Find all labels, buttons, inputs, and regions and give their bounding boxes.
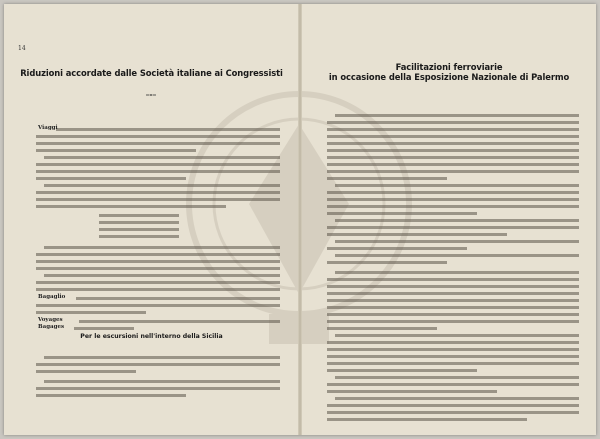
booklet-spread [4,4,596,435]
right-body-text [301,4,596,435]
section-heading-excursions: Per le escursioni nell'interno della Sicilia [80,333,223,340]
left-page [4,4,299,435]
page-number: 14 [18,45,26,52]
right-title-line-2: in occasione della Esposizione Nazionale di Palermo [328,72,570,82]
lead-viaggi: Viaggi [38,125,58,131]
lead-voyages: Voyages [38,317,63,323]
right-page [301,4,596,435]
left-page-title: Riduzioni accordate dalle Società italiane ai Congressisti [20,68,283,78]
lead-bagages: Bagages [38,324,65,330]
right-title-line-1: Facilitazioni ferroviarie [395,62,503,72]
lead-bagaglio: Bagaglio [38,294,66,300]
left-body-text [4,4,299,435]
